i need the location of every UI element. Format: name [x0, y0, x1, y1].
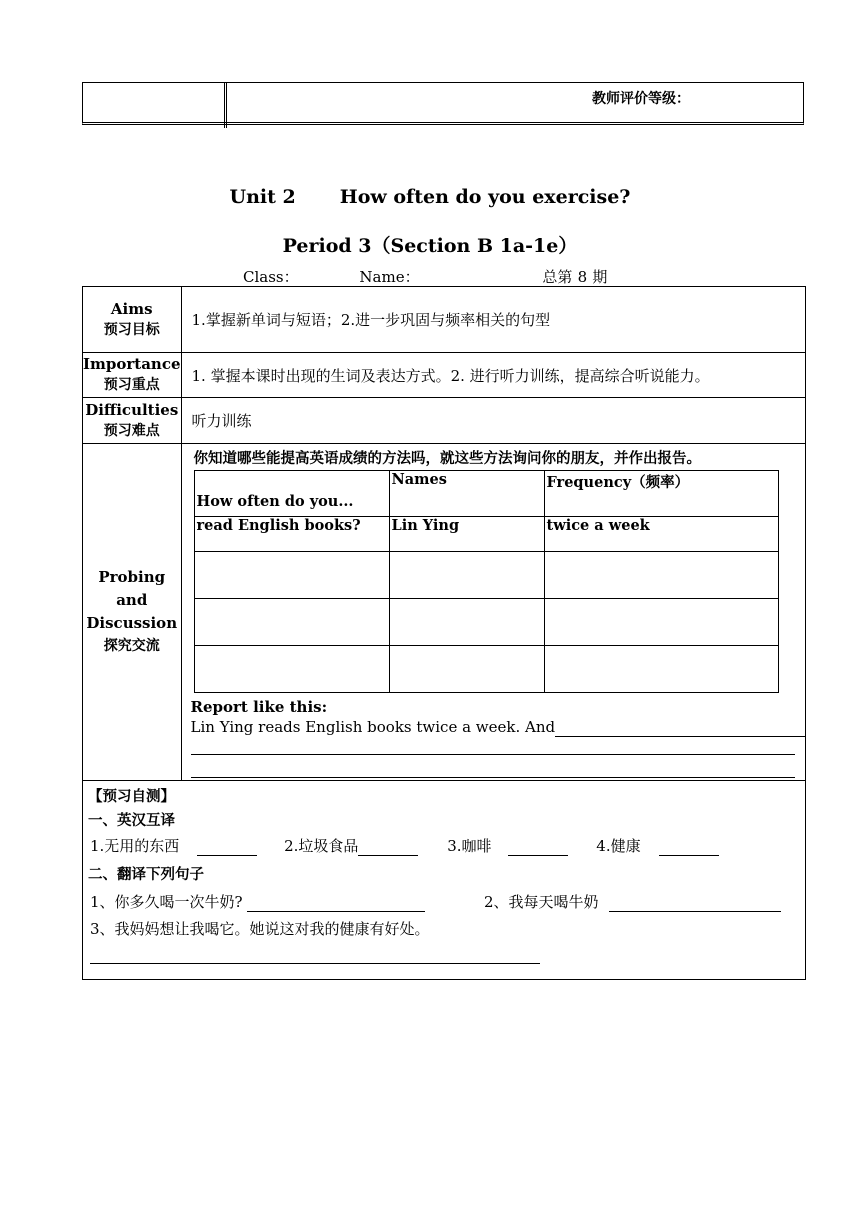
sentence-q3: 3、我妈妈想让我喝它。她说这对我的健康有好处。	[90, 920, 430, 938]
aims-content: 1.掌握新单词与短语；2.进一步巩固与频率相关的句型	[181, 287, 806, 353]
survey-cell[interactable]	[194, 599, 389, 646]
survey-cell: Lin Ying	[389, 517, 544, 552]
survey-cell[interactable]	[389, 646, 544, 693]
survey-cell[interactable]	[389, 599, 544, 646]
survey-cell[interactable]	[544, 552, 778, 599]
survey-cell: read English books?	[194, 517, 389, 552]
period-title: Period 3（Section B 1a-1e）	[282, 235, 578, 257]
probing-content	[181, 444, 806, 781]
section1-title: 一、英汉互译	[88, 813, 175, 829]
survey-cell[interactable]	[194, 646, 389, 693]
info-line: Class： Name： 总第 8 期	[243, 268, 608, 286]
main-table	[82, 286, 806, 781]
teacher-eval-divider	[224, 82, 227, 128]
report-blank-line[interactable]	[191, 753, 796, 755]
sentence-q2: 2、我每天喝牛奶	[484, 891, 781, 912]
survey-cell[interactable]	[544, 599, 778, 646]
survey-header-question: How often do you...	[194, 471, 389, 517]
importance-label: Importance 预习重点	[83, 353, 182, 398]
aims-label: Aims 预习目标	[83, 287, 182, 353]
report-line: Lin Ying reads English books twice a week. And	[191, 718, 806, 737]
survey-cell: twice a week	[544, 517, 778, 552]
survey-cell[interactable]	[544, 646, 778, 693]
unit-title: Unit 2 How often do you exercise?	[229, 186, 631, 208]
importance-content: 1. 掌握本课时出现的生词及表达方式。2. 进行听力训练，提高综合听说能力。	[181, 353, 806, 398]
survey-cell[interactable]	[389, 552, 544, 599]
difficulties-label: Difficulties 预习难点	[83, 398, 182, 444]
teacher-eval-label: 教师评价等级：	[592, 91, 690, 107]
report-label: Report like this:	[190, 698, 328, 716]
probing-prompt: 你知道哪些能提高英语成绩的方法吗，就这些方法询问你的朋友，并作出报告。	[193, 451, 702, 467]
survey-cell[interactable]	[194, 552, 389, 599]
sentence-q1: 1、你多久喝一次牛奶?	[90, 891, 425, 912]
answer-blank-line[interactable]	[90, 962, 540, 964]
self-test-title: 【预习自测】	[88, 789, 175, 805]
survey-header-names: Names	[389, 471, 544, 517]
teacher-eval-box	[82, 82, 804, 125]
survey-header-frequency: Frequency（频率）	[544, 471, 778, 517]
section2-title: 二、翻译下列句子	[88, 867, 204, 883]
vocab-items: 1.无用的东西 2.垃圾食品 3.咖啡 4.健康	[90, 835, 719, 856]
survey-table	[194, 470, 779, 693]
difficulties-content: 听力训练	[181, 398, 806, 444]
probing-label: Probing and Discussion 探究交流	[83, 444, 182, 781]
report-blank-line[interactable]	[191, 776, 796, 778]
